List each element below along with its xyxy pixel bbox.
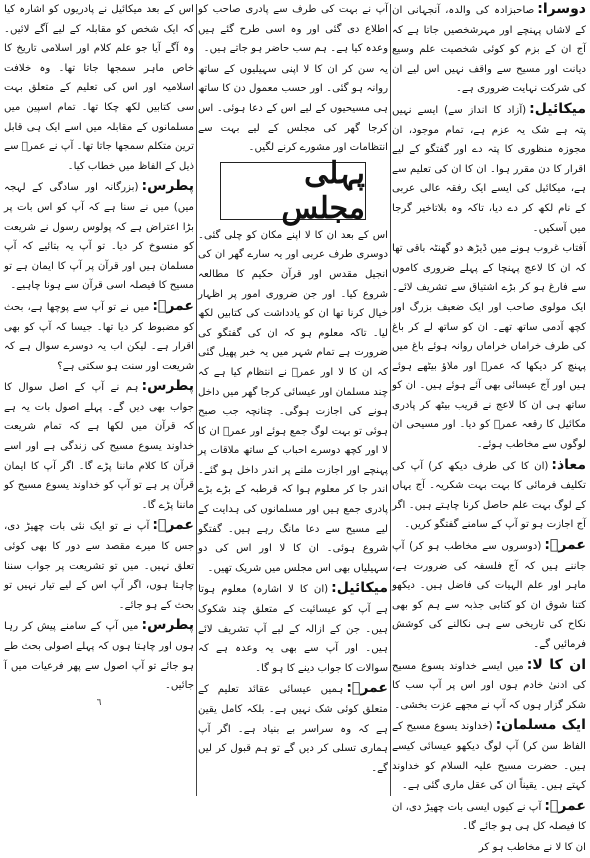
paragraph-text: میں آپ کے سامنے پیش کر رہا ہوں اور چاہتا ہوں کہ پہلے اصولی بحث طے ہو جائے تو آپ اصول سے پھر فرعیات میں آ جائیں۔ [4, 621, 194, 692]
paragraph-text: صاحبزادہ کی والدہ، آنجہانی ان کے لاشاں پہنچے اور مہرشخصیں جاتا ہے کہ آج ان کے بزم کو کوئی شخصیت علم وسیع دیانت اور مسیح سے واقف نہیں اس لیے ان کی شرکت نہایت ضروری ہے۔ [392, 5, 586, 95]
paragraph-text: ہم نے آپ کے اصل سوال کا جواب بھی دیں گے۔ پہلے اصول بات یہ ہے کہ قرآن میں لکھا ہے کہ تمام شریعت خداوند یسوع مسیح کی زندگی ہے اور اسے قرآن کا کلام ماننا پڑے گا۔ اگر آپ کا ایمان قرآن پر ہے تو آپ کو خداوند یسوع مسیح کو ماننا پڑے گا۔ [4, 382, 194, 511]
paragraph [392, 100, 586, 238]
paragraph [392, 536, 586, 655]
speaker-label: پطرس: [141, 617, 194, 634]
speaker-label: عمرؓ: [346, 680, 388, 697]
speaker-label: عمرؓ: [152, 517, 194, 534]
paragraph [4, 177, 194, 296]
paragraph-text: آپ نے بہت کی طرف سے پادری صاحب کو اطلاع دی گئی اور وہ اسی طرح گئے ہیں وعدہ کیا ہے۔ ہم سب حاضر ہو جاتے ہیں۔ [198, 4, 388, 55]
paragraph [392, 456, 586, 535]
column-middle [198, 0, 388, 801]
paragraph-text: اس کے بعد ان کا لا اپنے مکان کو چلی گئی۔ دوسری طرف عربی اور یہ سارے گھر ان کی انجیل مقدس اور قرآن حکیم کا مطالعہ شروع کیا۔ اور جن ضروری امور پر اظہار خیال کرنا تھا ان کو یادداشت کی کتابیں لکھ لیا۔ تاکہ معلوم ہو کہ ان کی گفتگو کی ضرورت ہے تمام شہر میں یہ خبر پھیل گئی کہ ان کا لا اور عمرؓ نے انتظام کیا ہے کہ چند مسلمان اور عیسائی کرجا گھر میں داخل ہونے کی اجازت ہوگی۔ چنانچہ جب صبح ہوئی تو بہت لوگ جمع ہوئے اور عمرؓ ان کا لا اور کچھ دوسرے احباب کے ساتھ ملاقات پر پہنچے اور اجازت ملنے پر اندر داخل ہو گئے۔ اندر جا کر معلوم ہوا کہ قرطبہ کے بڑے بڑے پادری جمع ہیں اور مسلمانوں کی ہدایت کے لیے مسیح سے دعا مانگ رہے ہیں۔ گفتگو شروع ہوئی۔ ان کا لا اور اس کی دو سہیلیاں بھی اس مجلس میں شریک تھیں۔ [198, 229, 388, 574]
paragraph [392, 838, 586, 858]
paragraph-text: ان کا لا نے مخاطب ہو کر [478, 841, 586, 853]
speaker-label: میکائیل: [331, 580, 388, 597]
paragraph-text: (ان کا لا اشارہ) معلوم ہوتا ہے آپ کو عیسائیت کے متعلق چند شکوک ہیں۔ جن کے ازالہ کے لیے آپ تشریف لائے ہیں۔ اور آپ سے بھی یہ وعدہ ہے کہ سوالات کا جواب دینے کا ہو گا۔ [198, 584, 388, 674]
paragraph-text: (دوسروں سے مخاطب ہو کر) آپ جاننے ہیں کہ آج فلسفہ کی ضرورت ہے، ماہر اور علم الہیات کی فاضل ہیں۔ دیکھو کتنا شوق ان کو کتابی جذبہ سے ہم کو بھی نکاح کی تاریخی سے ہی نکالنے کی کوشش فرمائیں گے۔ [392, 541, 586, 650]
paragraph [392, 239, 586, 455]
paragraph [4, 516, 194, 615]
paragraph-text: آفتاب غروب ہونے میں ڈیڑھ دو گھنٹہ باقی تھا کہ ان کا لاعج پہنچا کے پہلے ضروری کاموں سے فارغ ہو کر بڑے اشتیاق سے تشریف لائے۔ ایک مولوی صاحب اور ایک ضعیف بزرگ اور کچھ آدمی ساتھ تھے۔ ان کو ساتھ لے کر باغ کی طرف خراماں خراماں روانہ ہوئے باغ میں پہنچ کر دیکھا کہ عمرؓ اور ملاؤ بیٹھے ہوئے ہیں اور آج عیسائی بھی آئے ہوئے ہیں۔ ان کو ساتھ ہی ان کا لاعج نے قریب بیٹھ کر پادری مکائیل کا رقعہ عمرؓ کو دیا۔ اور مسیحی ان لوگوں سے مخاطب ہوئے۔ [392, 243, 586, 451]
paragraph [392, 716, 586, 795]
speaker-label: ان کا لا: [526, 656, 586, 673]
speaker-label: دوسرا: [537, 1, 586, 17]
paragraph-text: میں نے تو آپ سے پوچھا ہے، بحث کو مضبوط کر دیا تھا۔ جیسا کہ آپ کو بھی اقرار ہے۔ لیکن اب یہ دوسرے سوال ہے کہ شریعت اور سنت ہو سکتی ہے؟ [4, 301, 194, 372]
paragraph-text: (ان کا کی طرف دیکھ کر) آپ کی تکلیف فرمائی کا بہت بہت شکریہ۔ آج یہاں کے لوگ بہت علم حاصل کرنا چاہتے ہیں۔ اگر آج اجازت ہو تو آپ کے سامنے گفتگو کریں۔ [392, 460, 586, 531]
column-divider [196, 4, 197, 796]
speaker-label: میکائیل: [529, 100, 586, 117]
paragraph [392, 0, 586, 99]
paragraph [392, 797, 586, 837]
paragraph [4, 297, 194, 376]
speaker-label: ایک مسلمان: [495, 717, 586, 734]
paragraph-text: (بزرگانہ اور سادگی کے لہجہ میں) میں نے سنا ہے کہ آپ کو اس بات پر بڑا اعتراض ہے کہ پولوس رسول نے شریعت کو منسوخ کر دیا۔ تو آپ یہ بتائیے کہ آپ مسلمان ہیں اور قرآن پر آپ کا ایمان ہے تو مسیح کا فیصلہ اسی قرآن سے ہونا چاہیے۔ [4, 182, 194, 292]
column-left [4, 0, 194, 801]
paragraph [4, 0, 194, 176]
paragraph [4, 616, 194, 695]
paragraph [198, 679, 388, 778]
column-divider [390, 4, 391, 796]
paragraph [198, 579, 388, 678]
section-title: پہلی مجلس [281, 155, 365, 226]
paragraph-text: ہمیں عیسائی عقائد تعلیم کے متعلق کوئی شک نہیں ہے۔ بلکہ کامل یقین ہے کہ وہ سراسر بے بنیاد ہے۔ اگر آپ ہماری تسلی کر دیں گے تو ہم قبول کر لیں گے۔ [198, 684, 388, 774]
paragraph-text: میں ایسے خداوند یسوع مسیح کی ادنیٰ خادم ہوں اور اس پر آپ سب کا شکر گزار ہوں کہ آپ نے مجھے عزت بخشی۔ [392, 660, 586, 711]
page-number: ٦ [96, 697, 102, 708]
paragraph-text: (آزاد کا انداز سے) ایسے نہیں پتہ ہے شک یہ عزم ہے، تمام موجود، ان مجوزہ منظوری کا پتہ دے اور گفتگو کے لیے اقرار کا دن مقرر ہوا۔ ان کا ان کی تعلیم سے ہے، میکائیل کی ایسے ایک رفقہ عالی عربی کے نام لکھ کر دے دیا، تاکہ وہ بلاتاخیر گرجا میں آسکیں۔ [392, 104, 586, 234]
section-title-box [220, 155, 366, 226]
paragraph-text: یہ سن کر ان کا لا اپنی سہیلیوں کے ساتھ روانہ ہو گئی۔ اور حسب معمول دن کا ساتھ ہی مسیحیوں کے لیے اس کے دعا ہوئی۔ اس کرجا گھر کی مجلس کے لیے بہت سے انتظامات اور مشورے کرنے لگیں۔ [198, 63, 388, 154]
paragraph [198, 226, 388, 579]
column-right [392, 0, 586, 853]
speaker-label: معاذ: [551, 456, 586, 473]
paragraph-text: اس کے بعد میکائیل نے پادریوں کو اشارہ کیا کہ ایک شخص کو مقابلہ کے لیے آگے لائیں۔ وہ آگے آیا جو علم کلام اور اسلامی تاریخ کا خاص ماہر سمجھا جاتا تھا۔ وہ خلافت اسلامیہ اور اس کی تعلیم کے متعلق بہت سی کتابیں لکھ چکا تھا۔ تمام اسپین میں مسلمانوں کے مقابلہ میں اسے ایک ہی قابل ترین متکلم سمجھا جاتا تھا۔ آپ نے عمرؓ سے ذیل کے الفاظ میں خطاب کیا۔ [4, 4, 194, 172]
speaker-label: عمرؓ: [544, 797, 586, 814]
paragraph [4, 377, 194, 515]
speaker-label: پطرس: [141, 178, 194, 195]
paragraph [392, 656, 586, 716]
speaker-label: عمرؓ: [544, 537, 586, 554]
paragraph-text: آپ نے کیوں ایسی بات چھیڑ دی، ان کا فیصلہ کل ہی ہو جائے گا۔ [392, 801, 586, 833]
paragraph [198, 0, 388, 59]
speaker-label: عمرؓ: [152, 297, 194, 314]
speaker-label: پطرس: [141, 378, 194, 395]
paragraph-text: آپ نے تو ایک نئی بات چھیڑ دی، جس کا میرے مقصد سے دور کا بھی کوئی تعلق نہیں۔ میں تو تشریعت پر جواب سننا چاہتا ہوں، اگر آپ اس کے لیے تیار نہیں تو بحث کے ہو جائے۔ [4, 521, 194, 611]
paragraph-text: (خداوند یسوع مسیح کے الفاظ سن کر) آپ لوگ دیکھو عیسائی کیسے ہیں۔ حضرت مسیح علیہ السلام کو خداوند کہتے ہیں۔ یقیناً ان کی عقل ماری گئی ہے۔ [392, 721, 586, 792]
paragraph [198, 60, 388, 158]
